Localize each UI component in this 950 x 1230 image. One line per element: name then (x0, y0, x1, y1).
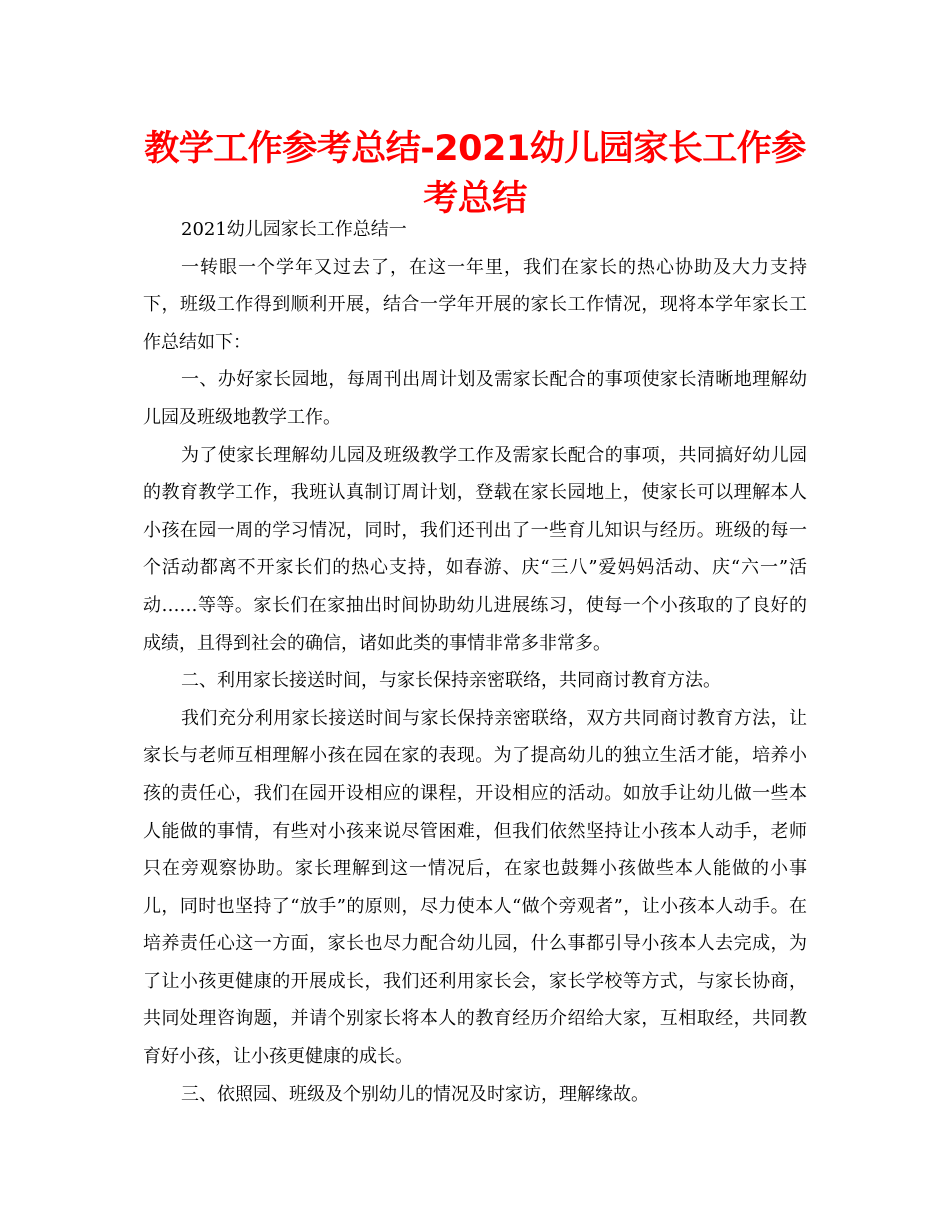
section-heading-two: 二、利用家长接送时间，与家长保持亲密联络，共同商讨教育方法。 (181, 670, 721, 692)
document-title: 教学工作参考总结-2021幼儿园家长工作参考总结 (144, 129, 806, 219)
paragraph-communication: 我们充分利用家长接送时间与家长保持亲密联络，双方共同商讨教育方法，让家长与老师互相理解小孩在园在家的表现。为了提高幼儿的独立生活才能，培养小孩的责任心，我们在园开设相应的课程，开设相应的活动。如放手让幼儿做一些本人能做的事情，有些对小孩来说尽管困难，但我们依然坚持让小孩本人动手，老师只在旁观察协助。家长理解到这一情况后，在家也鼓舞小孩做些本人能做的小事儿，同时也坚持了“放手”的原则，尽力使本人“做个旁观者”，让小孩本人动手。在培养责任心这一方面，家长也尽力配合幼儿园，什么事都引导小孩本人去完成，为了让小孩更健康的开展成长，我们还利用家长会，家长学校等方式，与家长协商，共同处理咨询题，并请个别家长将本人的教育经历介绍给大家，互相取经，共同教育好小孩，让小孩更健康的成长。 (143, 707, 807, 1068)
paragraph-intro: 一转眼一个学年又过去了，在这一年里，我们在家长的热心协助及大力支持下，班级工作得到顺利开展，结合一学年开展的家长工作情况，现将本学年家长工作总结如下： (143, 256, 807, 353)
paragraph-weekly-plan: 为了使家长理解幼儿园及班级教学工作及需家长配合的事项，共同搞好幼儿园的教育教学工作，我班认真制订周计划，登载在家长园地上，使家长可以理解本人小孩在园一周的学习情况，同时，我们还刊出了一些育儿知识与经历。班级的每一个活动都离不开家长们的热心支持，如春游、庆“三八”爱妈妈活动、庆“六一”活动……等等。家长们在家抽出时间协助幼儿进展练习，使每一个小孩取的了良好的成绩，且得到社会的确信，诸如此类的事情非常多非常多。 (143, 444, 807, 654)
section-heading-one: 一、办好家长园地，每周刊出周计划及需家长配合的事项使家长清晰地理解幼儿园及班级地教学工作。 (143, 369, 807, 428)
document-body (143, 211, 807, 1113)
section-heading-three: 三、依照园、班级及个别幼儿的情况及时家访，理解缘故。 (181, 1083, 649, 1105)
section-heading-summary-one: 2021幼儿园家长工作总结一 (181, 219, 407, 240)
